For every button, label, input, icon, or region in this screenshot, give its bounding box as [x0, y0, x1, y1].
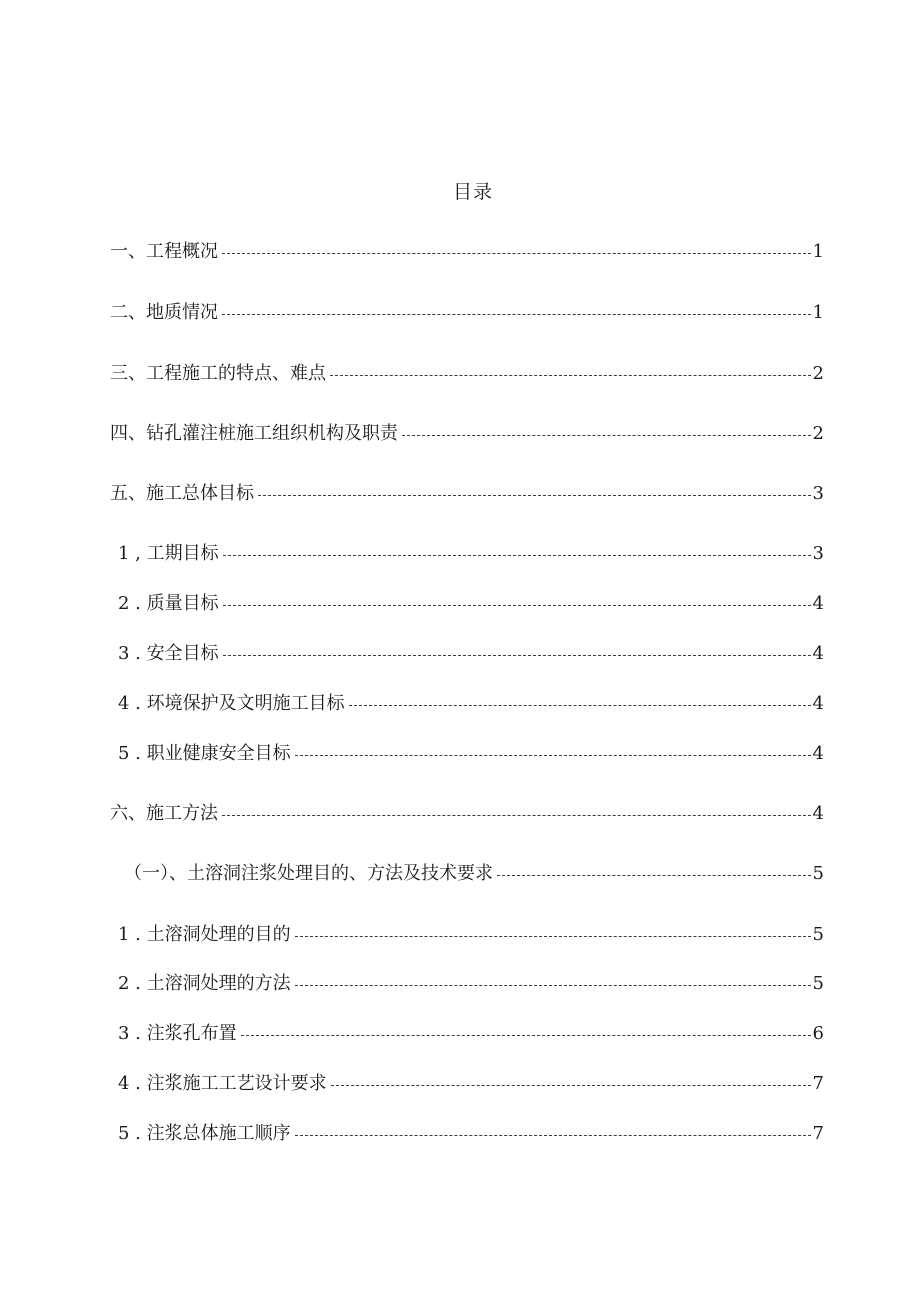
toc-entry-page: 4: [812, 693, 824, 714]
toc-entry-label: 3 . 注浆孔布置: [118, 1023, 237, 1044]
toc-leader: [222, 815, 811, 816]
toc-leader: [258, 495, 811, 496]
toc-entry-label: 5 . 职业健康安全目标: [118, 743, 291, 764]
toc-entry-label: 2 . 质量目标: [118, 593, 219, 614]
toc-leader: [330, 375, 811, 376]
toc-entry-label: 三、工程施工的特点、难点: [110, 363, 326, 384]
toc-entry-page: 4: [812, 593, 824, 614]
toc-leader: [402, 435, 811, 436]
toc-entry-page: 5: [812, 863, 824, 884]
toc-leader: [223, 655, 811, 656]
toc-leader: [222, 253, 811, 254]
toc-leader: [295, 1135, 811, 1136]
toc-entry-label: 4 . 注浆施工工艺设计要求: [118, 1073, 327, 1094]
toc-leader: [223, 605, 811, 606]
toc-entry-label: 3 . 安全目标: [118, 643, 219, 664]
toc-entry[interactable]: [118, 740, 824, 768]
toc-entry-label: 2 . 土溶洞处理的方法: [118, 973, 291, 994]
toc-entry-label: 四、钻孔灌注桩施工组织机构及职责: [110, 423, 398, 444]
toc-entry-label: 5 . 注浆总体施工顺序: [118, 1123, 291, 1144]
toc-entry-page: 5: [812, 973, 824, 994]
toc-entry-label: 1 . 土溶洞处理的目的: [118, 924, 291, 945]
toc-entry-label: 4 . 环境保护及文明施工目标: [118, 693, 345, 714]
toc-entry-page: 1: [812, 302, 824, 323]
toc-leader: [223, 555, 811, 556]
toc-entry-page: 2: [812, 423, 824, 444]
toc-entry-label: 五、施工总体目标: [110, 483, 254, 504]
toc-entry-page: 4: [812, 643, 824, 664]
toc-entry[interactable]: [118, 921, 824, 949]
toc-entry-page: 5: [812, 924, 824, 945]
toc-entry[interactable]: [110, 299, 824, 327]
toc-leader: [349, 705, 811, 706]
toc-leader: [295, 936, 811, 937]
toc-entry[interactable]: [124, 860, 824, 888]
toc-entry[interactable]: [118, 540, 824, 568]
toc-entry-page: 4: [812, 803, 824, 824]
toc-entry[interactable]: [118, 690, 824, 718]
toc-entry-page: 7: [812, 1073, 824, 1094]
toc-title: 目录: [452, 181, 493, 203]
toc-entry-label: 二、地质情况: [110, 302, 218, 323]
toc-leader: [222, 314, 811, 315]
toc-entry-page: 3: [812, 483, 824, 504]
toc-entry[interactable]: [118, 1020, 824, 1048]
toc-entry-page: 6: [812, 1023, 824, 1044]
toc-entry[interactable]: [110, 480, 824, 508]
toc-leader: [331, 1085, 811, 1086]
toc-entry[interactable]: [110, 238, 824, 266]
toc-entry[interactable]: [118, 1070, 824, 1098]
toc-entry-label: 六、施工方法: [110, 803, 218, 824]
toc-entry[interactable]: [110, 360, 824, 388]
toc-entry[interactable]: [118, 590, 824, 618]
toc-entry[interactable]: [110, 420, 824, 448]
toc-entry[interactable]: [118, 1120, 824, 1148]
toc-entry[interactable]: [110, 800, 824, 828]
toc-entry-page: 3: [812, 543, 824, 564]
toc-entry[interactable]: [118, 640, 824, 668]
toc-entry-page: 7: [812, 1123, 824, 1144]
toc-leader: [497, 875, 811, 876]
toc-entry[interactable]: [118, 970, 824, 998]
toc-leader: [295, 985, 811, 986]
toc-leader: [295, 755, 811, 756]
toc-entry-label: （一）、土溶洞注浆处理目的、方法及技术要求: [124, 863, 493, 884]
toc-entry-label: 一、工程概况: [110, 241, 218, 262]
toc-entry-page: 4: [812, 743, 824, 764]
toc-entry-page: 1: [812, 241, 824, 262]
toc-entry-page: 2: [812, 363, 824, 384]
toc-entry-label: 1 , 工期目标: [118, 543, 219, 564]
toc-leader: [241, 1035, 811, 1036]
